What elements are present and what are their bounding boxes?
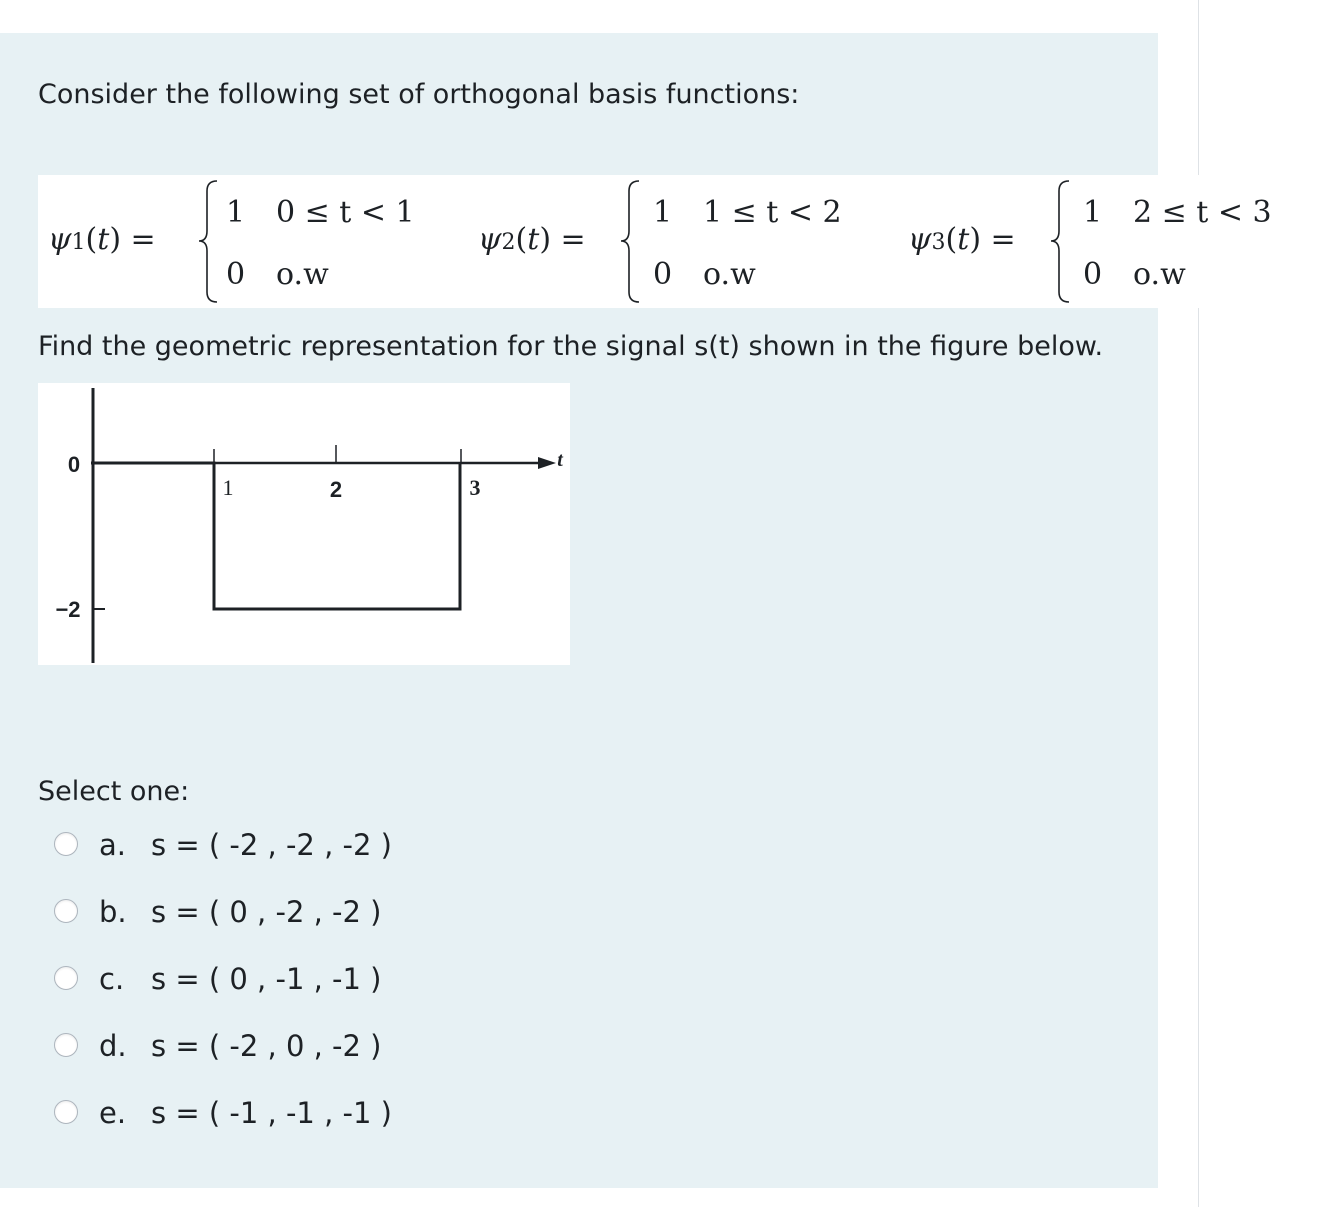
x-tick-label-3: 3 bbox=[469, 475, 481, 500]
radio-button[interactable] bbox=[54, 832, 78, 856]
y-tick-label-0: 0 bbox=[67, 452, 81, 477]
radio-button[interactable] bbox=[54, 899, 78, 923]
radio-button[interactable] bbox=[54, 1100, 78, 1124]
psi3-symbol: ψ3 bbox=[908, 222, 946, 257]
radio-button[interactable] bbox=[54, 966, 78, 990]
question-intro: Consider the following set of orthogonal basis functions: bbox=[38, 79, 800, 110]
y-tick-label-neg2: −2 bbox=[55, 597, 81, 622]
answer-option-c[interactable]: c. s = ( 0 , -1 , -1 ) bbox=[54, 962, 474, 1002]
left-brace-icon bbox=[615, 175, 645, 308]
left-brace-icon bbox=[193, 175, 223, 308]
signal-trace bbox=[91, 463, 460, 609]
arrow-right-icon bbox=[538, 457, 556, 469]
x-tick-label-1: 1 bbox=[222, 475, 234, 500]
select-one-label: Select one: bbox=[38, 776, 190, 807]
left-brace-icon bbox=[1045, 175, 1075, 308]
basis-functions: ψ1(t) = 1 0 ≤ t < 1 0 o.w ψ2(t) = 1 1 ≤ t < 2 0 o.w ψ3(t) = 1 2 ≤ t < 3 0 o.w bbox=[38, 175, 1324, 308]
answer-option-a[interactable]: a. s = ( -2 , -2 , -2 ) bbox=[54, 828, 474, 868]
signal-plot bbox=[38, 383, 570, 665]
t-axis-label: t bbox=[557, 449, 563, 471]
question-task: Find the geometric representation for the signal s(t) shown in the figure below. bbox=[38, 331, 1104, 362]
answer-option-e[interactable]: e. s = ( -1 , -1 , -1 ) bbox=[54, 1096, 474, 1136]
signal-figure bbox=[38, 383, 570, 665]
radio-button[interactable] bbox=[54, 1033, 78, 1057]
psi1-symbol: ψ1 bbox=[48, 222, 86, 257]
x-tick-label-2: 2 bbox=[329, 477, 343, 502]
answer-option-b[interactable]: b. s = ( 0 , -2 , -2 ) bbox=[54, 895, 474, 935]
answer-option-d[interactable]: d. s = ( -2 , 0 , -2 ) bbox=[54, 1029, 474, 1069]
psi2-symbol: ψ2 bbox=[478, 222, 516, 257]
